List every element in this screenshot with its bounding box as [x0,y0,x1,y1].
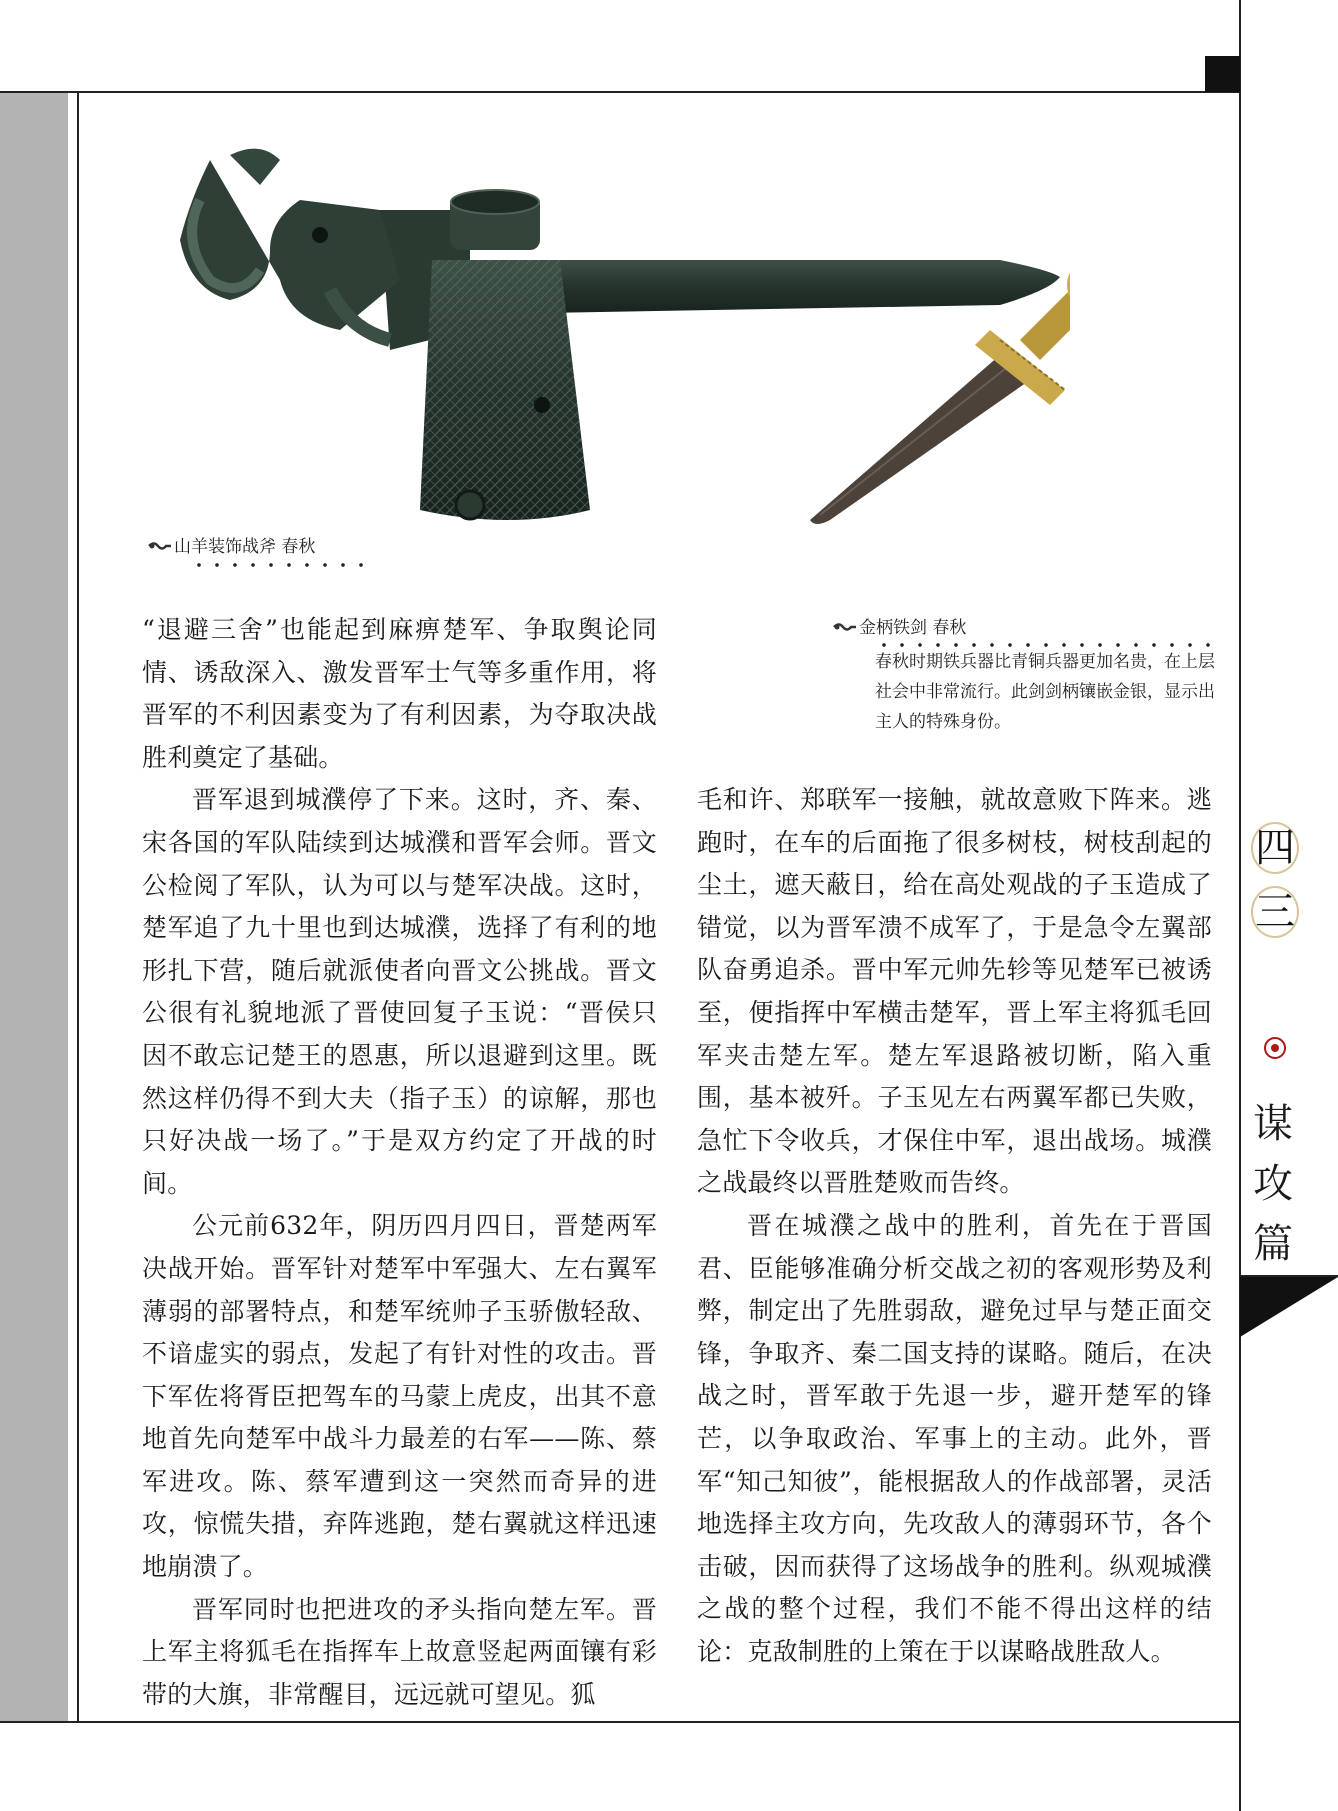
axe-caption [148,535,315,559]
paragraph: 晋军同时也把进攻的矛头指向楚左军。晋上军主将狐毛在指挥车上故意竖起两面镶有彩带的大旗，非常醒目，远远就可望见。狐 [142,1594,657,1709]
paragraph: 晋军退到城濮停了下来。这时，齐、秦、宋各国的军队陆续到达城濮和晋军会师。晋文公检阅了军队，认为可以与楚军决战。这时，楚军追了九十里也到达城濮，选择了有利的地形扎下营，随后就派使者向晋文公挑战。晋文公很有礼貌地派了晋使回复子玉说：“晋侯只因不敢忘记楚王的恩惠，所以退避到这里。既然这样仍得不到大夫（指子玉）的谅解，那也只好决战一场了。”于是双方约定了开战的时间。 [142,785,657,1198]
sword-note: 春秋时期铁兵器比青铜兵器更加名贵，在上层社会中非常流行。此剑剑柄镶嵌金银，显示出主人的特殊身份。 [875,652,1215,732]
chapter-title-char: 攻 [1253,1161,1293,1207]
bottom-rule [0,1721,1240,1723]
sword-caption-text: 金柄铁剑 春秋 [859,618,967,638]
top-rule [0,91,1240,93]
outer-rule [1239,0,1241,1811]
margin-strip [0,93,68,1723]
goat-axe-image [170,140,1070,540]
axe-caption-dots [190,563,370,567]
corner-block [1205,56,1240,92]
paragraph: 晋在城濮之战中的胜利，首先在于晋国君、臣能够准确分析交战之初的客观形势及利弊，制定出了先胜弱敌，避免过早与楚正面交锋，争取齐、秦二国支持的谋略。随后，在决战之时，晋军敢于先退一步，避开楚军的锋芒，以争取政治、军事上的主动。此外，晋军“知己知彼”，能根据敌人的作战部署，灵活地选择主攻方向，先攻敌人的薄弱环节，各个击破，因而获得了这场战争的胜利。纵观城濮之战的整个过程，我们不能不得出这样的结论：克敌制胜的上策在于以谋略战胜敌人。 [697,1210,1212,1666]
paragraph: 公元前632年，阴历四月四日，晋楚两军决战开始。晋军针对楚军中军强大、左右翼军薄弱的部署特点，和楚军统帅子玉骄傲轻敌、不谙虚实的弱点，发起了有针对性的攻击。晋下军佐将胥臣把驾车的马蒙上虎皮，出其不意地首先向楚军中战斗力最差的右军——陈、蔡军进攻。陈、蔡军遭到这一突然而奇异的进攻，惊慌失措，弃阵逃跑，楚右翼就这样迅速地崩溃了。 [142,1211,657,1582]
caption-marker-icon [833,616,859,640]
caption-marker-icon [148,535,174,559]
chapter-title-char: 谋 [1253,1101,1293,1147]
chapter-title-char: 篇 [1253,1221,1293,1267]
left-text-column [142,609,657,1716]
paragraph: “退避三舍”也能起到麻痹楚军、争取舆论同情、诱敌深入、激发晋军士气等多重作用，将晋军的不利因素变为了有利因素，为夺取决战胜利奠定了基础。 [142,615,657,772]
paragraph: 毛和许、郑联军一接触，就故意败下阵来。逃跑时，在车的后面拖了很多树枝，树枝刮起的尘土，遮天蔽日，给在高处观战的子玉造成了错觉，以为晋军溃不成军了，于是急令左翼部队奋勇追杀。晋中军元帅先轸等见楚军已被诱至，便指挥中军横击楚军，晋上军主将狐毛回军夹击楚左军。楚左军退路被切断，陷入重围，基本被歼。子玉见左右两翼军都已失败，急忙下令收兵，才保住中军，退出战场。城濮之战最终以晋胜楚败而告终。 [697,785,1212,1198]
sword-caption [833,616,966,640]
inner-rule [77,93,79,1723]
page-number-digit: 三 [1251,886,1299,938]
axe-caption-text: 山羊装饰战斧 春秋 [174,537,316,557]
right-text-column [697,779,1212,1673]
page-number-digit: 四 [1251,822,1299,874]
black-tab-wedge [1240,1277,1338,1337]
circle-dot-icon [1264,1037,1286,1059]
